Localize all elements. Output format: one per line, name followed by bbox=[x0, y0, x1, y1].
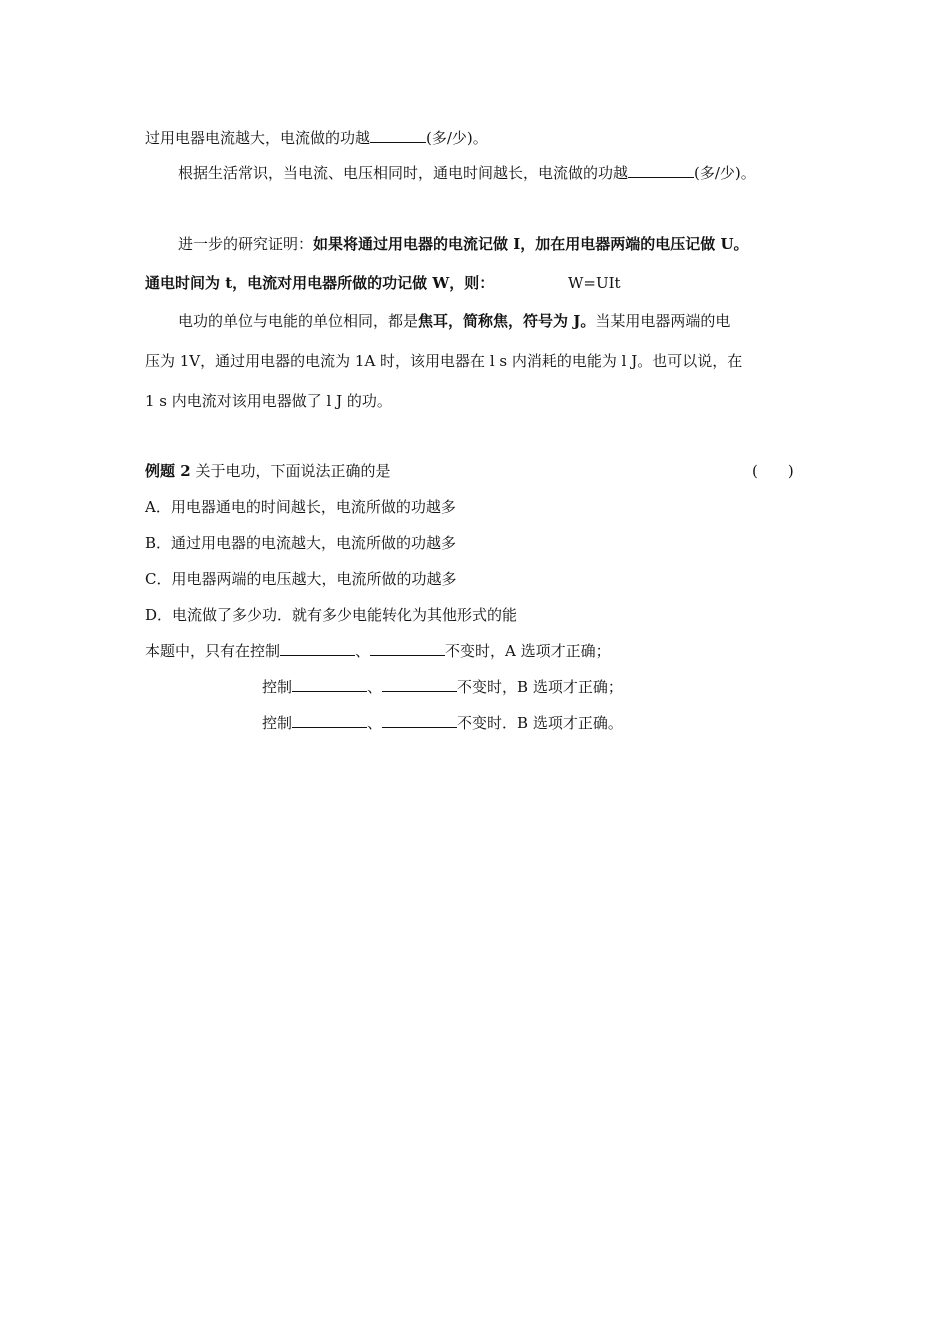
answer-blank[interactable] bbox=[280, 641, 355, 656]
question-text: 关于电功，下面说法正确的是 bbox=[195, 462, 391, 480]
answer-blank[interactable] bbox=[370, 641, 445, 656]
answer-blank[interactable] bbox=[628, 163, 694, 178]
formula bbox=[568, 273, 621, 293]
option-a: A．用电器通电的时间越长，电流所做的功越多 bbox=[145, 498, 456, 516]
unit-bold: 焦耳，简称焦，符号为 J。 bbox=[418, 312, 596, 330]
answer-blank[interactable] bbox=[292, 677, 367, 692]
paragraph-line-2 bbox=[178, 163, 756, 183]
bold-definition: 如果将通过用电器的电流记做 I，加在用电器两端的电压记做 U。 bbox=[313, 235, 749, 253]
text: 1 s 内电流对该用电器做了 l J 的功。 bbox=[145, 392, 392, 410]
text: 进一步的研究证明： bbox=[178, 235, 314, 253]
formula-text: W=UIt bbox=[568, 274, 621, 292]
text: 过用电器电流越大，电流做的功越 bbox=[145, 129, 371, 147]
answer-blank[interactable] bbox=[292, 713, 367, 728]
answer-bracket[interactable]: ( ) bbox=[752, 462, 794, 480]
analysis-line-3: 控制 、 不变时．B 选项才正确。 bbox=[262, 714, 623, 732]
analysis-line-1: 本题中，只有在控制 、 不变时，A 选项才正确； bbox=[145, 642, 611, 660]
text: (多/少)。 bbox=[426, 129, 488, 147]
text: 压为 1V，通过用电器的电流为 1A 时，该用电器在 l s 内消耗的电能为 l J。也可以说，在 bbox=[145, 352, 743, 370]
answer-blank[interactable] bbox=[382, 677, 457, 692]
answer-blank[interactable] bbox=[382, 713, 457, 728]
example-question bbox=[145, 461, 390, 481]
option-d: D．电流做了多少功．就有多少电能转化为其他形式的能 bbox=[145, 606, 518, 624]
paragraph-line-4 bbox=[145, 273, 494, 293]
analysis-line-2: 控制 、 不变时，B 选项才正确； bbox=[262, 678, 623, 696]
option-b: B．通过用电器的电流越大，电流所做的功越多 bbox=[145, 534, 457, 552]
text: (多/少)。 bbox=[694, 164, 756, 182]
paragraph-line-6 bbox=[145, 351, 742, 371]
example-label: 例题 2 bbox=[145, 462, 191, 480]
bold-definition: 通电时间为 t，电流对用电器所做的功记做 W，则： bbox=[145, 274, 495, 292]
text: 电功的单位与电能的单位相同，都是 bbox=[178, 312, 419, 330]
answer-blank[interactable] bbox=[370, 128, 426, 143]
paragraph-line-1 bbox=[145, 128, 488, 148]
paragraph-line-5 bbox=[178, 311, 730, 331]
text: 根据生活常识，当电流、电压相同时，通电时间越长，电流做的功越 bbox=[178, 164, 629, 182]
option-c: C．用电器两端的电压越大，电流所做的功越多 bbox=[145, 570, 457, 588]
text: 当某用电器两端的电 bbox=[595, 312, 731, 330]
paragraph-line-3 bbox=[178, 234, 749, 254]
paragraph-line-7 bbox=[145, 391, 392, 411]
